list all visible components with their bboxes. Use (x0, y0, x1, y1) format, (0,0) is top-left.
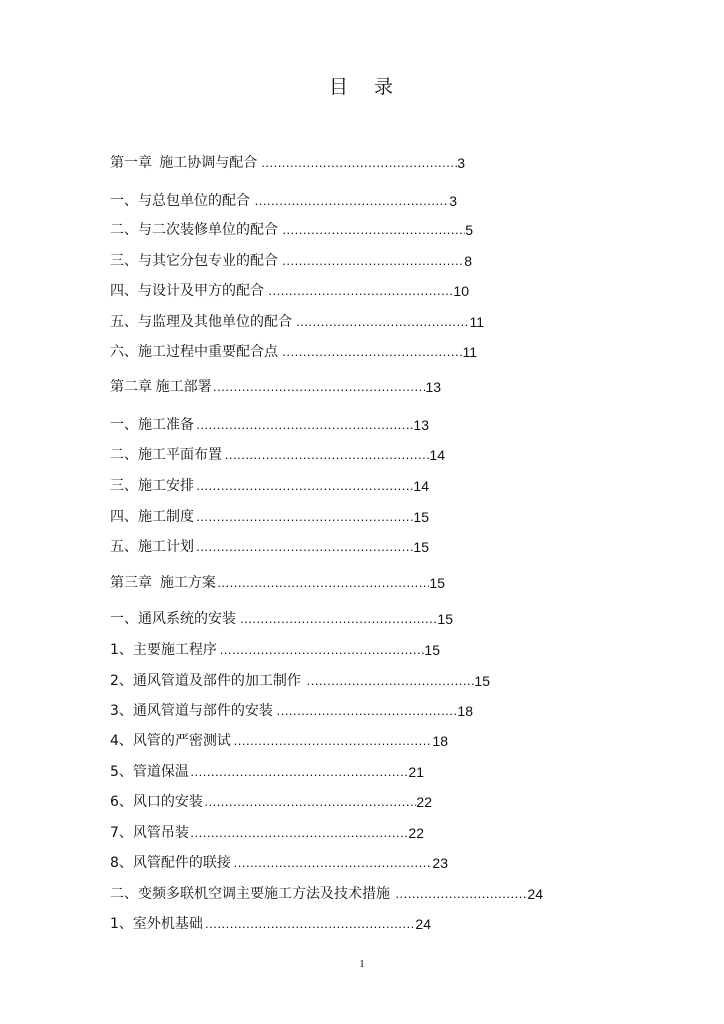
dot-leader (196, 507, 413, 527)
dot-leader (234, 731, 433, 751)
toc-entry[interactable] (110, 701, 473, 721)
dot-leader (307, 671, 475, 691)
toc-entry-label: 二、 (110, 886, 138, 902)
toc-entry-page: 18 (457, 703, 473, 719)
toc-entry-label: 第一章 (110, 155, 152, 171)
toc-entry-text: 施工计划 (138, 539, 194, 555)
dot-leader (261, 153, 457, 173)
toc-entry-page: 14 (413, 478, 429, 494)
dot-leader (220, 640, 425, 660)
toc-entry[interactable] (110, 731, 448, 751)
toc-entry-label: 四、 (110, 509, 138, 525)
dot-leader (282, 220, 465, 240)
toc-title (0, 72, 724, 99)
toc-entry-page: 15 (424, 642, 440, 658)
toc-entry[interactable] (110, 823, 424, 843)
toc-entry-label: 5、 (110, 764, 133, 780)
dot-leader (190, 823, 408, 843)
toc-entry[interactable] (110, 853, 448, 873)
toc-entry-label: 8、 (110, 855, 133, 871)
toc-entry-label: 五、 (110, 314, 138, 330)
toc-entry-page: 24 (527, 886, 543, 902)
toc-entry-label: 二、 (110, 447, 138, 463)
dot-leader (213, 377, 425, 397)
dot-leader (196, 537, 413, 557)
toc-entry[interactable] (110, 312, 484, 332)
toc-entry-text: 室外机基础 (132, 916, 203, 932)
toc-entry-label: 一、 (110, 611, 138, 627)
toc-entry[interactable] (110, 507, 429, 527)
toc-entry-text: 施工制度 (138, 509, 194, 525)
toc-entry-label: 一、 (110, 193, 138, 209)
toc-entry-text: 通风管道与部件的安装 (132, 703, 273, 719)
toc-entry-page: 15 (413, 509, 429, 525)
toc-entry-page: 15 (413, 539, 429, 555)
dot-leader (196, 476, 413, 496)
toc-entry[interactable] (110, 445, 445, 465)
toc-entry-text: 风管吊装 (132, 825, 189, 841)
toc-entry-text: 施工平面布置 (138, 447, 222, 463)
toc-entry-label: 1、 (110, 642, 133, 658)
toc-entry-page: 5 (465, 222, 473, 238)
toc-entry-page: 15 (474, 673, 490, 689)
toc-entry-page: 13 (425, 379, 442, 395)
toc-entry-text: 通风管道及部件的加工制作 (132, 673, 301, 689)
toc-entry-label: 6、 (110, 794, 133, 810)
toc-entry[interactable] (110, 573, 445, 593)
toc-entry-page: 24 (415, 916, 431, 932)
toc-entry-page: 8 (464, 253, 472, 269)
toc-entry[interactable] (110, 415, 429, 435)
toc-entry-page: 15 (429, 575, 445, 591)
page-number: 1 (359, 958, 365, 970)
dot-leader (255, 191, 450, 211)
toc-entry[interactable] (110, 609, 453, 629)
toc-entry-text: 施工方案 (159, 575, 216, 591)
toc-entry-text: 施工准备 (138, 417, 194, 433)
toc-entry[interactable] (110, 251, 472, 271)
toc-entry-text: 与二次装修单位的配合 (138, 222, 278, 238)
toc-entry-label: 二、 (110, 222, 138, 238)
dot-leader (395, 884, 527, 904)
toc-entry-page: 18 (432, 733, 448, 749)
toc-entry-label: 五、 (110, 539, 138, 555)
toc-entry-label: 六、 (110, 344, 138, 360)
toc-entry-page: 14 (429, 447, 445, 463)
toc-entry-text: 与设计及甲方的配合 (138, 283, 264, 299)
toc-entry-page: 3 (449, 193, 457, 209)
toc-entry-page: 10 (453, 283, 469, 299)
toc-entry-label: 第二章 (110, 379, 152, 395)
toc-entry-page: 13 (413, 417, 429, 433)
toc-entry-page: 11 (469, 314, 484, 330)
toc-entry-label: 7、 (110, 825, 133, 841)
toc-entry[interactable] (110, 476, 429, 496)
toc-entry-text: 与其它分包专业的配合 (138, 253, 278, 269)
toc-entry[interactable] (110, 342, 477, 362)
dot-leader (268, 281, 453, 301)
toc-entry[interactable] (110, 762, 424, 782)
toc-entry-page: 22 (416, 794, 432, 810)
toc-entry-text: 与总包单位的配合 (138, 193, 250, 209)
toc-entry-page: 21 (408, 764, 424, 780)
dot-leader (225, 445, 430, 465)
toc-entry[interactable] (110, 640, 440, 660)
dot-leader (205, 914, 415, 934)
toc-entry-label: 第三章 (110, 575, 152, 591)
toc-entry-text: 主要施工程序 (132, 642, 217, 658)
toc-entry-text: 风口的安装 (132, 794, 203, 810)
toc-entry-label: 1、 (110, 916, 133, 932)
toc-entry-text: 通风系统的安装 (138, 611, 236, 627)
toc-entry-label: 4、 (110, 733, 133, 749)
toc-entry-text: 风管配件的联接 (132, 855, 231, 871)
toc-entry-label: 2、 (110, 673, 133, 689)
dot-leader (296, 312, 469, 332)
toc-entry-text: 施工安排 (138, 478, 194, 494)
toc-entry-page: 15 (437, 611, 453, 627)
dot-leader (217, 573, 429, 593)
toc-entry-text: 施工部署 (155, 379, 212, 395)
toc-entry[interactable] (110, 191, 457, 211)
toc-entry-text: 施工过程中重要配合点 (138, 344, 278, 360)
toc-title-char: 录 (374, 76, 396, 98)
toc-entry[interactable] (110, 914, 431, 934)
dot-leader (196, 415, 413, 435)
toc-entry[interactable] (110, 537, 429, 557)
toc-entry[interactable] (110, 671, 490, 691)
dot-leader (204, 792, 416, 812)
toc-entry-label: 三、 (110, 253, 138, 269)
toc-entry-label: 四、 (110, 283, 138, 299)
toc-entry-page: 3 (457, 155, 465, 171)
toc-title-char: 目 (328, 76, 350, 98)
dot-leader (277, 701, 458, 721)
toc-entry[interactable] (110, 792, 432, 812)
toc-entry-label: 3、 (110, 703, 133, 719)
toc-entry[interactable] (110, 220, 473, 240)
toc-entry-label: 一、 (110, 417, 138, 433)
toc-entry[interactable] (110, 377, 441, 397)
toc-entry[interactable] (110, 884, 543, 904)
dot-leader (234, 853, 433, 873)
toc-entry-text: 管道保温 (132, 764, 189, 780)
toc-entry-page: 23 (432, 855, 448, 871)
toc-entry-text: 变频多联机空调主要施工方法及技术措施 (138, 886, 390, 902)
toc-entry-page: 22 (408, 825, 424, 841)
toc-entry-text: 风管的严密测试 (132, 733, 231, 749)
toc-entry[interactable] (110, 281, 469, 301)
dot-leader (282, 251, 464, 271)
dot-leader (282, 342, 462, 362)
dot-leader (190, 762, 408, 782)
toc-entry-page: 11 (462, 344, 477, 360)
dot-leader (240, 609, 437, 629)
toc-entry-label: 三、 (110, 478, 138, 494)
toc-entry-text: 与监理及其他单位的配合 (138, 314, 292, 330)
toc-entry[interactable] (110, 153, 465, 173)
toc-entry-text: 施工协调与配合 (159, 155, 258, 171)
